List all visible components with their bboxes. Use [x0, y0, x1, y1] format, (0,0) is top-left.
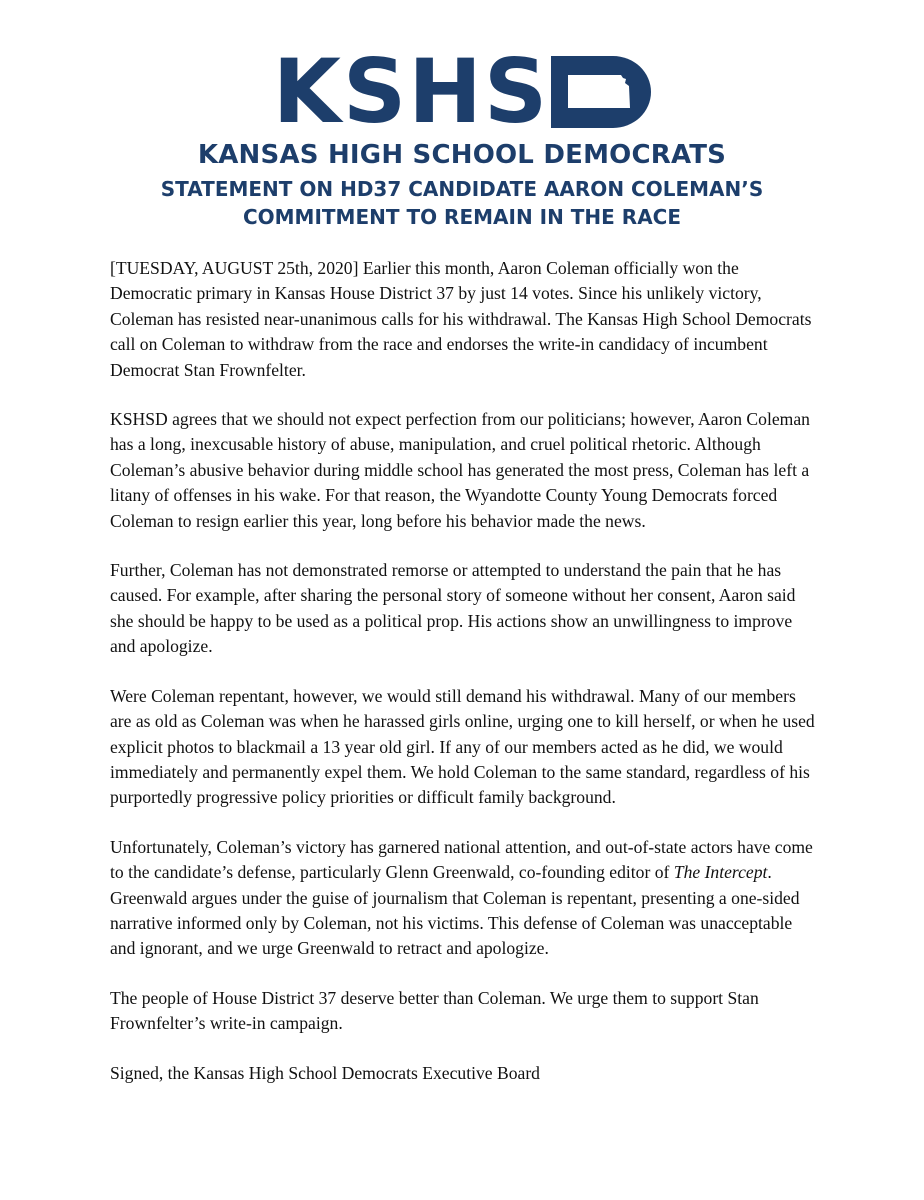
statement-body — [110, 256, 820, 1110]
logo-text-prefix: KSHS — [272, 40, 550, 143]
paragraph-remorse: Further, Coleman has not demonstrated remorse or attempted to understand the pain that he has caused. For example, after sharing the personal story of someone without her consent, Aaron said she should be happy to be used as a political prop. His actions show an unwillingness to improve and apologize. — [110, 560, 796, 657]
statement-title-line-2: COMMITMENT TO REMAIN IN THE RACE — [242, 205, 682, 229]
kansas-state-outline-icon — [551, 56, 651, 128]
paragraph-endorsement: The people of House District 37 deserve better than Coleman. We urge them to support Stan Frownfelter’s write-in campaign. — [110, 987, 759, 1034]
paragraph-history: KSHSD agrees that we should not expect perfection from our politicians; however, Aaron Coleman has a long, inexcusable history of abuse, manipulation, and cruel political rhetoric. Although Coleman’s abusive behavior during middle school has generated the most press, Coleman has left a litany of offenses in his wake. For that reason, the Wyandotte County Young Democrats forced Coleman to resign earlier this year, long before his behavior made the news. — [110, 409, 810, 531]
org-name-heading: KANSAS HIGH SCHOOL DEMOCRATS — [197, 140, 727, 170]
paragraph-intro: [TUESDAY, AUGUST 25th, 2020] Earlier this month, Aaron Coleman officially won the Democratic primary in Kansas House District 37 by just 14 votes. Since his unlikely victory, Coleman has resisted near-unanimous calls for his withdrawal. The Kansas High School Democrats call on Coleman to withdraw from the race and endorses the write-in candidacy of incumbent Democrat Stan Frownfelter. — [110, 258, 812, 380]
paragraph-greenwald-after: . Greenwald argues under the guise of journalism that Coleman is repentant, presenting a one-sided narrative informed only by Coleman, not his victims. This defense of Coleman was unacceptable and ignorant, and we urge Greenwald to retract and apologize. — [110, 862, 800, 959]
logo-wordmark — [272, 40, 652, 143]
statement-title-line-1: STATEMENT ON HD37 CANDIDATE AARON COLEMAN’S — [160, 177, 764, 201]
paragraph-greenwald — [110, 835, 820, 962]
paragraph-greenwald-before: Unfortunately, Coleman’s victory has garnered national attention, and out-of-state actors have come to the candidate’s defense, particularly Glenn Greenwald, co-founding editor of — [110, 836, 813, 883]
paragraph-withdrawal-demand: Were Coleman repentant, however, we would still demand his withdrawal. Many of our members are as old as Coleman was when he harassed girls online, urging one to kill herself, or when he used explicit photos to blackmail a 13 year old girl. If any of our members acted as he did, we would immediately and permanently expel them. We hold Coleman to the same standard, regardless of his purportedly progressive policy priorities or difficult family background. — [110, 685, 815, 808]
signature-line: Signed, the Kansas High School Democrats Executive Board — [110, 1062, 540, 1083]
kshsd-logo — [0, 40, 924, 143]
publication-name: The Intercept — [673, 862, 768, 883]
